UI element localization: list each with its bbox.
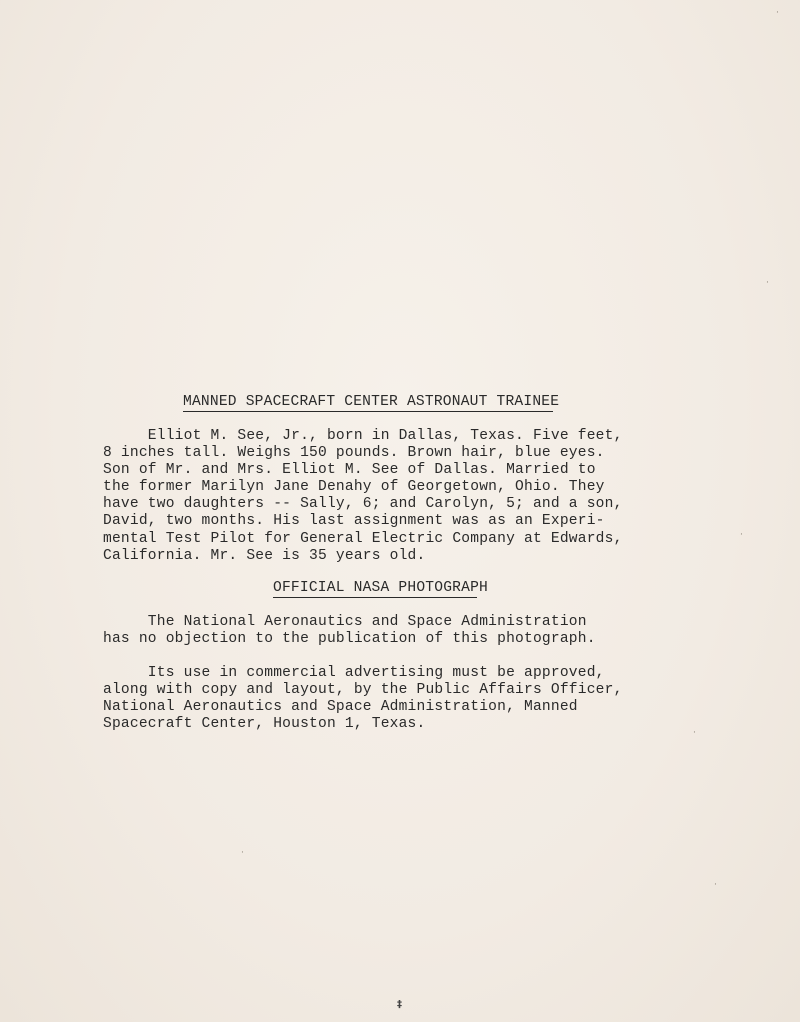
advertising-line: Spacecraft Center, Houston 1, Texas. bbox=[103, 716, 426, 733]
advertising-paragraph bbox=[103, 665, 623, 733]
page-mark: ‡ bbox=[397, 999, 402, 1010]
advertising-line: Its use in commercial advertising must be approved, bbox=[103, 665, 605, 681]
bio-line: 8 inches tall. Weighs 150 pounds. Brown hair, blue eyes. bbox=[103, 445, 605, 462]
objection-line: The National Aeronautics and Space Administration bbox=[103, 614, 587, 630]
bio-line: have two daughters -- Sally, 6; and Carolyn, 5; and a son, bbox=[103, 496, 623, 513]
paper-speck: · bbox=[693, 728, 696, 738]
objection-paragraph bbox=[103, 614, 623, 648]
bio-line: Son of Mr. and Mrs. Elliot M. See of Dallas. Married to bbox=[103, 462, 596, 479]
paper-speck: · bbox=[740, 530, 743, 540]
paper-speck: · bbox=[766, 278, 769, 288]
bio-line: mental Test Pilot for General Electric Company at Edwards, bbox=[103, 530, 623, 547]
trainee-heading: MANNED SPACECRAFT CENTER ASTRONAUT TRAINEE bbox=[183, 394, 560, 410]
advertising-line: along with copy and layout, by the Public Affairs Officer, bbox=[103, 682, 623, 699]
photo-heading: OFFICIAL NASA PHOTOGRAPH bbox=[273, 580, 488, 596]
bio-line: the former Marilyn Jane Denahy of Georgetown, Ohio. They bbox=[103, 479, 605, 496]
advertising-line: National Aeronautics and Space Administration, Manned bbox=[103, 699, 578, 716]
paper-speck: · bbox=[241, 848, 244, 858]
biography-paragraph bbox=[103, 428, 623, 565]
paper-speck: · bbox=[714, 880, 717, 890]
bio-line: Elliot M. See, Jr., born in Dallas, Texas. Five feet, bbox=[103, 428, 623, 444]
paper-speck: · bbox=[776, 8, 779, 18]
objection-line: has no objection to the publication of this photograph. bbox=[103, 631, 596, 648]
bio-line: California. Mr. See is 35 years old. bbox=[103, 547, 426, 564]
bio-line: David, two months. His last assignment was as an Experi- bbox=[103, 513, 605, 530]
